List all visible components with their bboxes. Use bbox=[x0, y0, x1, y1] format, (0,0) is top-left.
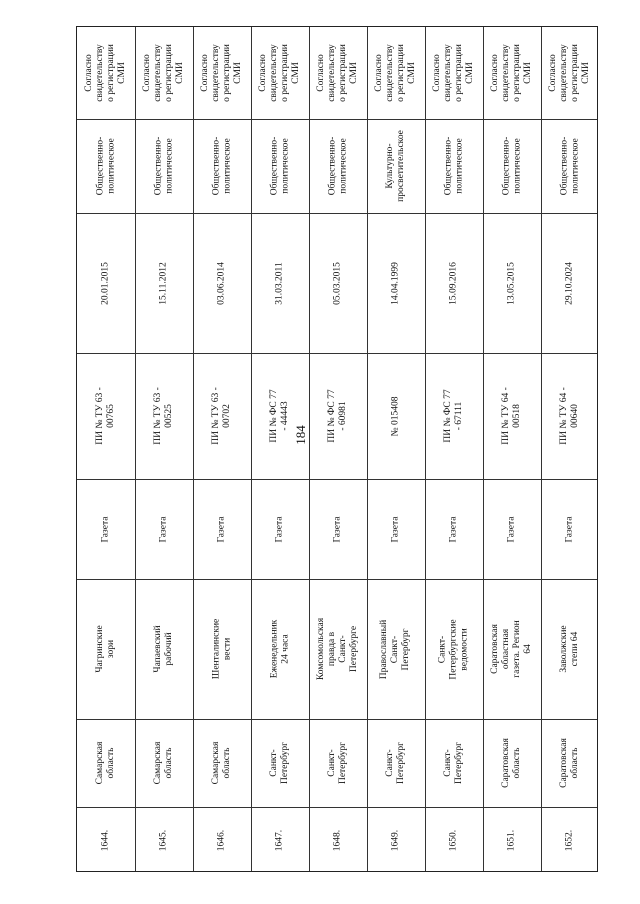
cell-type-text: Газета bbox=[216, 516, 227, 542]
cell-num-text: 1650. bbox=[448, 829, 459, 851]
cell-reg-text: ПИ № ТУ 63 - 00525 bbox=[153, 387, 174, 445]
cell-basis bbox=[367, 27, 425, 119]
cell-topic bbox=[425, 119, 483, 213]
cell-type-text: Газета bbox=[274, 516, 285, 542]
cell-region bbox=[309, 719, 367, 807]
cell-num bbox=[483, 807, 541, 873]
cell-date-text: 15.09.2016 bbox=[448, 261, 459, 305]
cell-region bbox=[541, 719, 599, 807]
cell-title-text: Комсомольская правда в Санкт-Петербурге bbox=[316, 617, 359, 681]
cell-date-text: 05.03.2015 bbox=[332, 261, 343, 305]
cell-region bbox=[193, 719, 251, 807]
cell-region-text: Самарская область bbox=[211, 741, 232, 785]
cell-reg bbox=[251, 353, 309, 479]
cell-region bbox=[77, 719, 135, 807]
cell-region bbox=[483, 719, 541, 807]
cell-basis-text: Согласно свидетельству о регистрации СМИ bbox=[142, 44, 185, 102]
cell-type-text: Газета bbox=[564, 516, 575, 542]
cell-num-text: 1647. bbox=[274, 829, 285, 851]
cell-num bbox=[251, 807, 309, 873]
cell-region-text: Саратовская область bbox=[559, 738, 580, 788]
cell-date-text: 31.03.2011 bbox=[274, 261, 285, 305]
cell-basis-text: Согласно свидетельству о регистрации СМИ bbox=[258, 44, 301, 102]
cell-date-text: 20.01.2015 bbox=[100, 261, 111, 305]
cell-date bbox=[367, 213, 425, 353]
cell-type bbox=[251, 479, 309, 579]
cell-topic bbox=[251, 119, 309, 213]
cell-region-text: Санкт-Петербург bbox=[269, 741, 290, 785]
cell-num bbox=[309, 807, 367, 873]
cell-title-text: Еженедельник 24 часа bbox=[269, 619, 291, 679]
cell-reg bbox=[77, 353, 135, 479]
cell-basis bbox=[541, 27, 599, 119]
cell-reg-text: ПИ № ФС 77 - 44443 bbox=[269, 389, 290, 443]
cell-title-text: Саратовская областная газета. Регион 64 bbox=[490, 620, 533, 678]
cell-reg-text: ПИ № ТУ 63 - 00765 bbox=[95, 387, 116, 445]
cell-date-text: 03.06.2014 bbox=[216, 261, 227, 305]
cell-type-text: Газета bbox=[158, 516, 169, 542]
cell-region-text: Самарская область bbox=[153, 741, 174, 785]
cell-num-text: 1648. bbox=[332, 829, 343, 851]
cell-date-text: 15.11.2012 bbox=[158, 261, 169, 305]
cell-type-text: Газета bbox=[390, 516, 401, 542]
cell-date bbox=[425, 213, 483, 353]
cell-num bbox=[135, 807, 193, 873]
cell-title bbox=[135, 579, 193, 719]
cell-basis bbox=[483, 27, 541, 119]
cell-reg-text: ПИ № ТУ 64 - 00640 bbox=[559, 387, 580, 445]
cell-date-text: 13.05.2015 bbox=[506, 261, 517, 305]
page-number: 184 bbox=[293, 425, 308, 445]
cell-reg bbox=[135, 353, 193, 479]
cell-num bbox=[425, 807, 483, 873]
cell-topic-text: Общественно-политическое bbox=[269, 136, 290, 196]
cell-date bbox=[541, 213, 599, 353]
registry-table bbox=[76, 26, 598, 872]
cell-topic bbox=[135, 119, 193, 213]
cell-num-text: 1652. bbox=[564, 829, 575, 851]
cell-region bbox=[425, 719, 483, 807]
cell-reg-text: ПИ № ФС 77 - 60981 bbox=[327, 389, 348, 443]
cell-reg-text: № 015408 bbox=[390, 396, 401, 436]
cell-basis bbox=[251, 27, 309, 119]
cell-title-text: Чагринские зори bbox=[95, 625, 116, 673]
cell-title bbox=[483, 579, 541, 719]
cell-title bbox=[367, 579, 425, 719]
cell-topic bbox=[367, 119, 425, 213]
cell-num bbox=[541, 807, 599, 873]
cell-title-text: Шенталинские вести bbox=[211, 618, 232, 680]
cell-region-text: Санкт-Петербург bbox=[443, 741, 464, 785]
cell-num bbox=[193, 807, 251, 873]
cell-title-text: Заволжские степи 64 bbox=[559, 625, 580, 673]
cell-type-text: Газета bbox=[100, 516, 111, 542]
cell-title-text: Чапаевский рабочий bbox=[153, 625, 174, 673]
cell-topic-text: Общественно-политическое bbox=[211, 136, 232, 196]
cell-type bbox=[541, 479, 599, 579]
cell-title bbox=[309, 579, 367, 719]
cell-reg bbox=[541, 353, 599, 479]
cell-topic bbox=[77, 119, 135, 213]
cell-topic-text: Культурно-просветительское bbox=[385, 130, 406, 202]
cell-reg-text: ПИ № ТУ 63 - 00702 bbox=[211, 387, 232, 445]
cell-title bbox=[425, 579, 483, 719]
cell-region bbox=[251, 719, 309, 807]
cell-basis bbox=[309, 27, 367, 119]
cell-date-text: 14.04.1999 bbox=[390, 261, 401, 305]
cell-basis-text: Согласно свидетельству о регистрации СМИ bbox=[84, 44, 127, 102]
cell-date bbox=[135, 213, 193, 353]
cell-type bbox=[309, 479, 367, 579]
cell-reg-text: ПИ № ТУ 64 - 00518 bbox=[501, 387, 522, 445]
cell-basis-text: Согласно свидетельству о регистрации СМИ bbox=[432, 44, 475, 102]
cell-num bbox=[367, 807, 425, 873]
cell-reg bbox=[193, 353, 251, 479]
cell-type bbox=[367, 479, 425, 579]
cell-type bbox=[193, 479, 251, 579]
cell-basis bbox=[135, 27, 193, 119]
cell-type bbox=[483, 479, 541, 579]
cell-title bbox=[541, 579, 599, 719]
cell-num-text: 1649. bbox=[390, 829, 401, 851]
cell-region-text: Саратовская область bbox=[501, 738, 522, 788]
cell-num bbox=[77, 807, 135, 873]
cell-topic bbox=[483, 119, 541, 213]
cell-region-text: Санкт-Петербург bbox=[385, 741, 406, 785]
cell-basis bbox=[193, 27, 251, 119]
cell-type-text: Газета bbox=[332, 516, 343, 542]
cell-type bbox=[135, 479, 193, 579]
cell-topic bbox=[309, 119, 367, 213]
cell-topic bbox=[541, 119, 599, 213]
cell-basis-text: Согласно свидетельству о регистрации СМИ bbox=[316, 44, 359, 102]
cell-topic-text: Общественно-политическое bbox=[95, 136, 116, 196]
cell-topic-text: Общественно-политическое bbox=[501, 136, 522, 196]
cell-basis-text: Согласно свидетельству о регистрации СМИ bbox=[548, 44, 591, 102]
cell-region bbox=[135, 719, 193, 807]
cell-region-text: Самарская область bbox=[95, 741, 116, 785]
cell-type bbox=[77, 479, 135, 579]
cell-topic-text: Общественно-политическое bbox=[559, 136, 580, 196]
cell-region bbox=[367, 719, 425, 807]
cell-reg bbox=[309, 353, 367, 479]
cell-type-text: Газета bbox=[448, 516, 459, 542]
cell-basis bbox=[77, 27, 135, 119]
cell-num-text: 1645. bbox=[158, 829, 169, 851]
cell-title-text: Санкт-Петербургские ведомости bbox=[437, 618, 470, 680]
cell-topic-text: Общественно-политическое bbox=[153, 136, 174, 196]
cell-date bbox=[77, 213, 135, 353]
cell-title bbox=[251, 579, 309, 719]
cell-basis bbox=[425, 27, 483, 119]
cell-num-text: 1646. bbox=[216, 829, 227, 851]
cell-num-text: 1644. bbox=[100, 829, 111, 851]
cell-reg bbox=[367, 353, 425, 479]
cell-type bbox=[425, 479, 483, 579]
cell-topic-text: Общественно-политическое bbox=[443, 136, 464, 196]
cell-date bbox=[309, 213, 367, 353]
cell-reg bbox=[425, 353, 483, 479]
cell-date-text: 29.10.2024 bbox=[564, 261, 575, 305]
cell-topic bbox=[193, 119, 251, 213]
cell-reg bbox=[483, 353, 541, 479]
cell-date bbox=[251, 213, 309, 353]
cell-reg-text: ПИ № ФС 77 - 67111 bbox=[443, 389, 464, 443]
cell-num-text: 1651. bbox=[506, 829, 517, 851]
cell-basis-text: Согласно свидетельству о регистрации СМИ bbox=[374, 44, 417, 102]
cell-title bbox=[193, 579, 251, 719]
cell-title bbox=[77, 579, 135, 719]
cell-basis-text: Согласно свидетельству о регистрации СМИ bbox=[200, 44, 243, 102]
cell-basis-text: Согласно свидетельству о регистрации СМИ bbox=[490, 44, 533, 102]
cell-date bbox=[483, 213, 541, 353]
cell-type-text: Газета bbox=[506, 516, 517, 542]
cell-title-text: Православный Санкт-Петербург bbox=[379, 619, 412, 679]
cell-date bbox=[193, 213, 251, 353]
cell-topic-text: Общественно-политическое bbox=[327, 136, 348, 196]
cell-region-text: Санкт-Петербург bbox=[327, 741, 348, 785]
